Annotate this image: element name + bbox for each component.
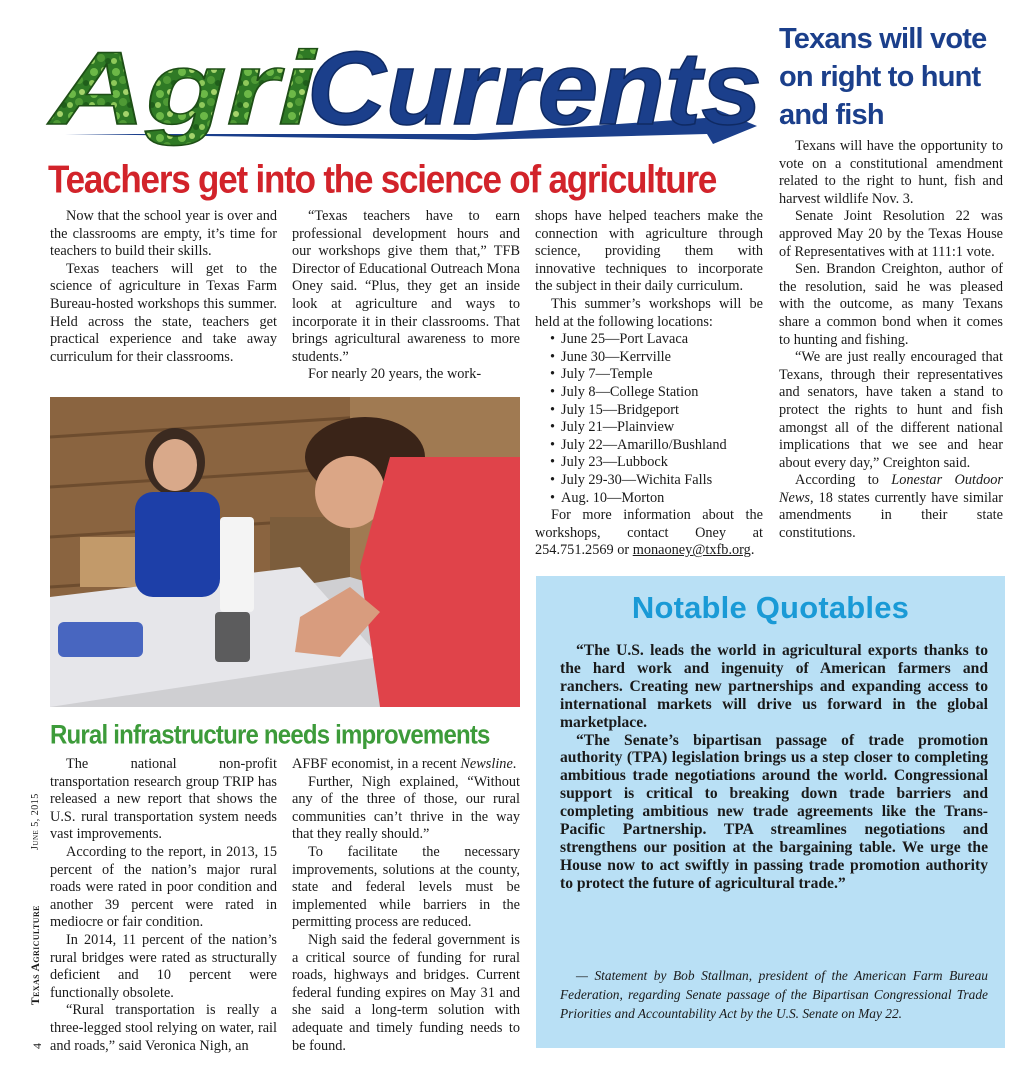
list-item: • June 25—Port Lavaca bbox=[550, 331, 763, 349]
main-story-column-3 bbox=[535, 208, 763, 560]
quote-attribution: — Statement by Bob Stallman, president of the American Farm Bureau Federation, regarding Senate passage of the Bipartisan Congressional Trade Priorities and Accountability Act by the U.S. Senate on May 22. bbox=[560, 968, 988, 1021]
quote-paragraph: “The U.S. leads the world in agricultural exports thanks to the hard work and ingenuity of American farmers and ranchers. Creating new partnerships and expanding access to international markets will drive us forward in the global marketplace. bbox=[560, 642, 988, 731]
svg-text:Currents: Currents bbox=[307, 31, 762, 147]
paragraph: “Rural transportation is really a three-legged stool relying on water, rail and roads,” said Veronica Nigh, an bbox=[50, 1002, 277, 1054]
text-run: AFBF economist, in a recent bbox=[292, 756, 457, 772]
paragraph: Texas teachers will get to the science of agriculture in Texas Farm Bureau-hosted workshops this summer. Held across the state, teachers get practical experience and take away curriculum for their classrooms. bbox=[50, 260, 277, 365]
paragraph bbox=[779, 472, 1003, 542]
paragraph: Nigh said the federal government is a critical source of funding for rural roads, highways and bridges. Current federal funding expires on May 31 and she said a long-term solution with adequate and timely funding needs to be found. bbox=[292, 931, 520, 1054]
svg-text:Agri: Agri bbox=[46, 31, 318, 147]
main-headline: Teachers get into the science of agriculture bbox=[48, 158, 717, 202]
paragraph: For nearly 20 years, the work- bbox=[308, 366, 482, 383]
logo-graphic bbox=[45, 22, 770, 157]
list-item: • July 8—College Station bbox=[550, 384, 763, 402]
rural-story-column-1 bbox=[50, 756, 277, 1055]
hunt-fish-headline: Texans will vote on right to hunt and fish bbox=[779, 23, 987, 131]
main-story-column-1 bbox=[50, 208, 277, 366]
text-run: According to bbox=[795, 472, 879, 489]
notable-quotables-box bbox=[536, 576, 1005, 1048]
list-item: • July 22—Amarillo/Bushland bbox=[550, 437, 763, 455]
quotables-title: Notable Quotables bbox=[631, 590, 910, 625]
list-item: • July 7—Temple bbox=[550, 366, 763, 384]
paragraph: “We are just really encouraged that Texans, through their representatives and senators, have taken a stand to protect the rights to hunt and fish amongst all of the different national implications that we see and hear about every day,” Creighton said. bbox=[779, 349, 1003, 471]
publication-name: Newsline bbox=[460, 756, 513, 772]
issue-date: June 5, 2015 bbox=[30, 793, 41, 850]
paragraph: “Texas teachers have to earn professional development hours and our workshops give them that,” TFB Director of Educational Outreach Mona Oney said. “Plus, they get an inside look at agriculture and ways to incorporate it in their classrooms. That brings agricultural awareness to more students.” bbox=[292, 208, 520, 365]
paragraph: shops have helped teachers make the connection with agriculture through science, providing them with innovative techniques to incorporate the subject in their daily curriculum. bbox=[535, 208, 763, 295]
paragraph: In 2014, 11 percent of the nation’s rural bridges were rated as structurally deficient and 10 percent were functionally obsolete. bbox=[50, 931, 277, 1001]
paragraph: According to the report, in 2013, 15 percent of the nation’s major rural roads were rated in poor condition and another 39 percent were rated in mediocre or fair condition. bbox=[50, 843, 277, 931]
paragraph: Sen. Brandon Creighton, author of the resolution, said he was pleased with the outcome, as many Texans share a common bond when it comes to hunting and fishing. bbox=[779, 261, 1003, 348]
paragraph: Texans will have the opportunity to vote on a constitutional amendment related to the right to hunt, fish and harvest wildlife Nov. 3. bbox=[779, 138, 1003, 207]
paragraph: This summer’s workshops will be held at the following locations: bbox=[535, 295, 763, 330]
text-run: , 18 states currently have similar amendments in their state constitutions. bbox=[779, 489, 1003, 542]
contact-end: . bbox=[750, 542, 755, 559]
paragraph: Further, Nigh explained, “Without any of the three of those, our rural communities can’t thrive in the way that they really should.” bbox=[292, 773, 520, 843]
list-item: • July 23—Lubbock bbox=[550, 454, 763, 472]
list-item: • June 30—Kerrville bbox=[550, 349, 763, 367]
publication-name-folio: Texas Agriculture bbox=[30, 905, 42, 1005]
hunt-fish-column bbox=[779, 138, 1003, 543]
contact-text: For more information about the workshops, contact Oney at 254.751.2569 or bbox=[535, 507, 763, 559]
main-story-column-2 bbox=[292, 208, 520, 384]
rural-infrastructure-headline: Rural infrastructure needs improvements bbox=[50, 720, 490, 751]
list-item: • July 29-30—Wichita Falls bbox=[550, 472, 763, 490]
paragraph: Senate Joint Resolution 22 was approved May 20 by the Texas House of Representatives with at 111:1 vote. bbox=[779, 208, 1003, 260]
text-run: . bbox=[512, 756, 517, 772]
quote-paragraph: “The Senate’s bipartisan passage of trade promotion authority (TPA) legislation brings us a step closer to completing ambitious trade negotiations around the world. Congressional support is critical to breaking down trade barriers and completing ambitious new trade agreements like the Trans-Pacific Partnership. TPA streamlines negotiations and strengthens our position at the bargaining table. We urge the House now to act swiftly in passing trade promotion authority to protect the future of agricultural trade.” bbox=[560, 731, 988, 892]
photo-illustration bbox=[50, 397, 520, 707]
list-item: • July 15—Bridgeport bbox=[550, 402, 763, 420]
paragraph: Now that the school year is over and the classrooms are empty, it’s time for teachers to build their skills. bbox=[50, 208, 277, 260]
publication-name: Lonestar Outdoor News bbox=[779, 472, 1004, 506]
rural-story-column-2 bbox=[292, 756, 520, 1055]
paragraph bbox=[292, 756, 520, 774]
agricurrents-logo bbox=[45, 22, 770, 157]
teachers-workshop-photo bbox=[50, 397, 520, 707]
paragraph: To facilitate the necessary improvements, solutions at the county, state and federal levels must be implemented while barriers in the permitting process are reduced. bbox=[292, 843, 520, 931]
contact-paragraph bbox=[535, 507, 763, 560]
paragraph: The national non-profit transportation research group TRIP has released a new report that shows the U.S. rural transportation system needs vast improvements. bbox=[50, 756, 277, 843]
quotables-body bbox=[560, 642, 988, 893]
contact-email-link[interactable]: monaoney@txfb.org bbox=[632, 542, 751, 559]
list-item: • July 21—Plainview bbox=[550, 419, 763, 437]
list-item: • Aug. 10—Morton bbox=[550, 490, 763, 508]
page-number: 4 bbox=[30, 1043, 44, 1049]
workshop-location-list bbox=[550, 331, 763, 507]
